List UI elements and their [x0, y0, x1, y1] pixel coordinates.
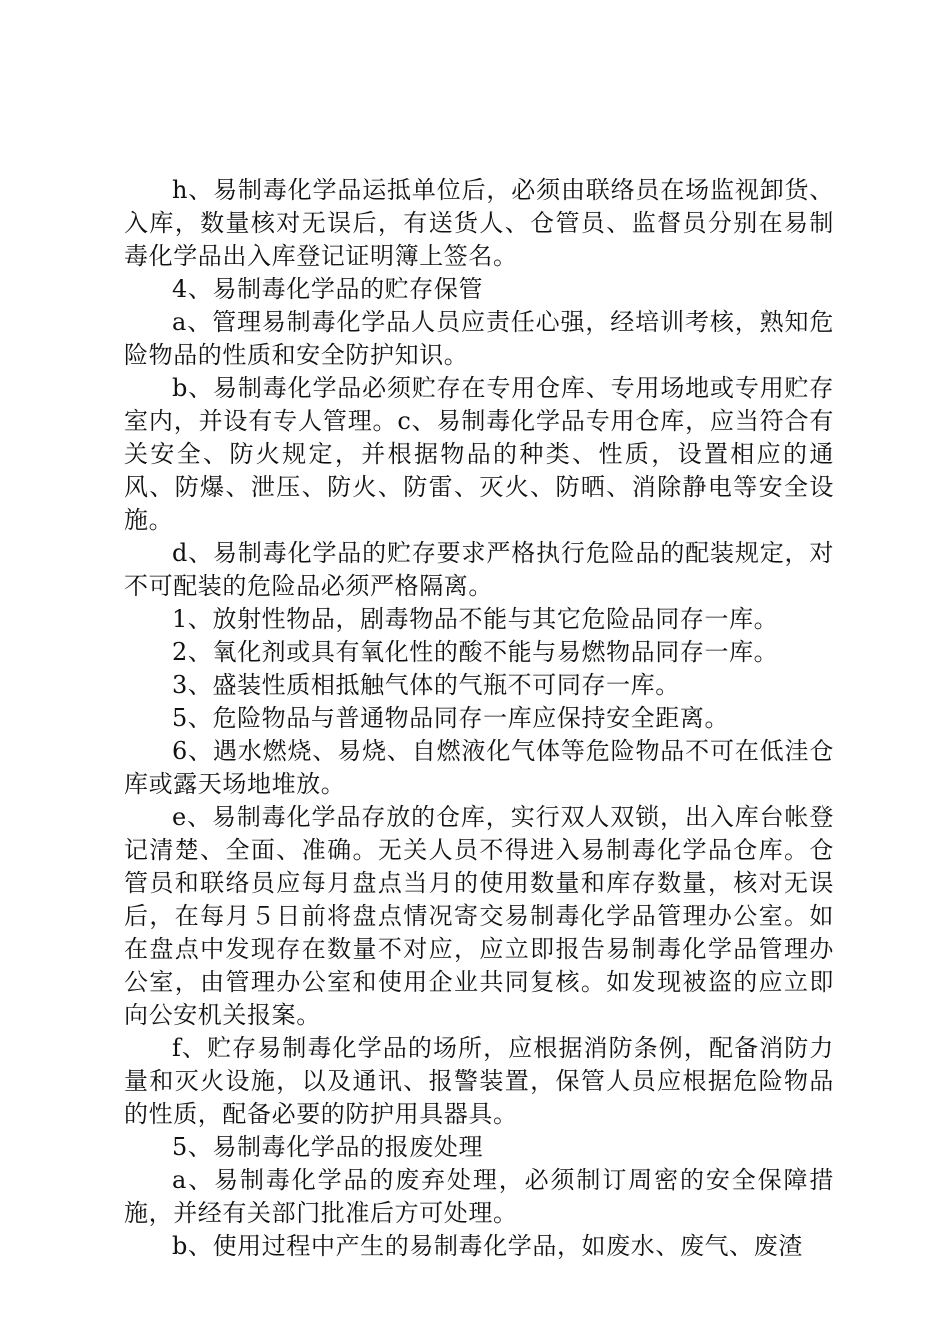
paragraph-a-disposal: a、易制毒化学品的废弃处理，必须制订周密的安全保障措施，并经有关部门批准后方可处理。 — [124, 1166, 834, 1227]
paragraph-a-staff: a、管理易制毒化学品人员应责任心强，经培训考核，熟知危险物品的性质和安全防护知识。 — [124, 308, 834, 369]
paragraph-b-c-warehouse: b、易制毒化学品必须贮存在专用仓库、专用场地或专用贮存室内，并设有专人管理。c、易制毒化学品专用仓库，应当符合有关安全、防火规定，并根据物品的种类、性质，设置相应的通风、防爆、泄压、防火、防雷、灭火、防晒、消除静电等安全设施。 — [124, 374, 834, 534]
paragraph-h-unloading: h、易制毒化学品运抵单位后，必须由联络员在场监视卸货、入库，数量核对无误后，有送货人、仓管员、监督员分别在易制毒化学品出入库登记证明簿上签名。 — [124, 176, 834, 270]
list-item-2: 2、氧化剂或具有氧化性的酸不能与易燃物品同存一库。 — [172, 638, 779, 666]
list-item-6: 6、遇水燃烧、易烧、自燃液化气体等危险物品不可在低洼仓库或露天场地堆放。 — [124, 737, 834, 798]
document-body — [124, 174, 834, 1263]
paragraph-e-inventory: e、易制毒化学品存放的仓库，实行双人双锁，出入库台帐登记清楚、全面、准确。无关人员不得进入易制毒化学品仓库。仓管员和联络员应每月盘点当月的使用数量和库存数量，核对无误后，在每月５日前将盘点情况寄交易制毒化学品管理办公室。如在盘点中发现存在数量不对应，应立即报告易制毒化学品管理办公室，由管理办公室和使用企业共同复核。如发现被盗的应立即向公安机关报案。 — [124, 803, 834, 1029]
list-item-3: 3、盛装性质相抵触气体的气瓶不可同存一库。 — [172, 671, 680, 699]
list-item-5: 5、危险物品与普通物品同存一库应保持安全距离。 — [172, 704, 730, 732]
paragraph-f-fire-safety: f、贮存易制毒化学品的场所，应根据消防条例，配备消防力量和灭火设施，以及通讯、报警装置，保管人员应根据危险物品的性质，配备必要的防护用具器具。 — [124, 1034, 834, 1128]
section-heading-storage: 4、易制毒化学品的贮存保管 — [172, 275, 484, 303]
paragraph-b-byproducts: b、使用过程中产生的易制毒化学品，如废水、废气、废渣 — [172, 1232, 803, 1260]
section-heading-disposal: 5、易制毒化学品的报废处理 — [172, 1133, 484, 1161]
paragraph-d-segregation: d、易制毒化学品的贮存要求严格执行危险品的配装规定，对不可配装的危险品必须严格隔离。 — [124, 539, 834, 600]
list-item-1: 1、放射性物品，剧毒物品不能与其它危险品同存一库。 — [172, 605, 779, 633]
